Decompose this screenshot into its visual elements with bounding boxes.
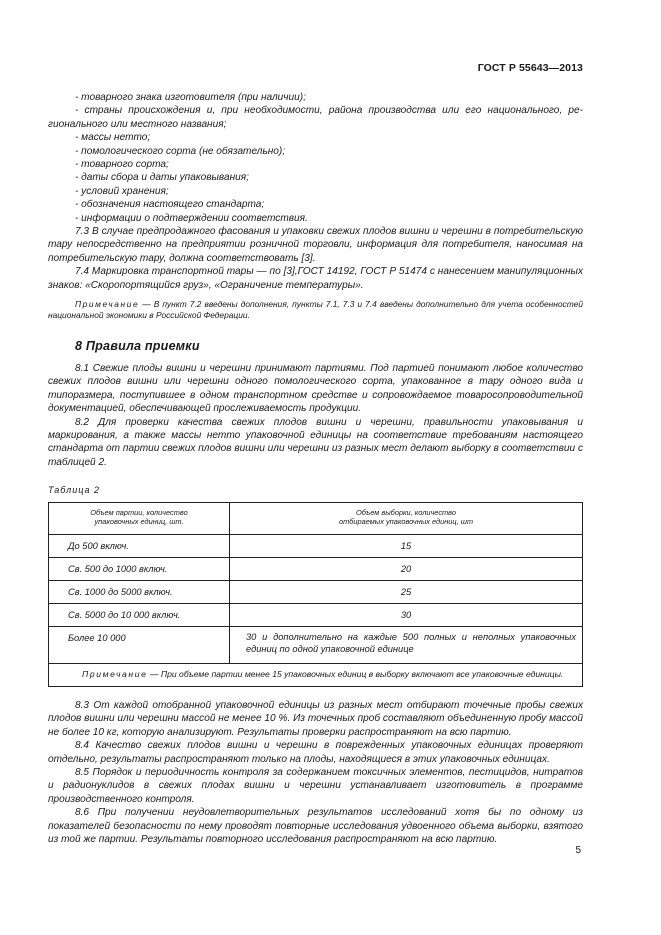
standard-id-header: ГОСТ Р 55643—2013 [477,62,583,74]
table-note-row [49,663,583,686]
lot-size-cell: Более 10 000 [49,626,230,663]
list-item: - массы нетто; [75,132,151,144]
note-label: Примечание [75,299,140,310]
list-item: - страны происхождения и, при необходимости, района производства или его национального, регионального или местного названия; [48,105,583,130]
sample-size-cell: 30 [230,603,583,626]
sample-size-cell: 15 [230,534,583,557]
list-item: - информации о подтверждении соответствия. [75,212,308,224]
paragraph-8-5: 8.5 Порядок и периодичность контроля за содержанием токсичных элементов, пестицидов, нитратов и радионуклидов в свежих плодах вишни и черешни устанавливает изготовитель в программе производственного контроля. [48,766,583,805]
document-body [48,91,583,846]
header-line: Объем партии, количество [90,507,188,517]
table-header-row [49,502,583,534]
table-row [49,534,583,557]
list-item: - товарного знака изготовителя (при наличии); [75,92,306,103]
sample-size-cell: 20 [230,557,583,580]
table-header-lot [49,502,230,534]
section-8-title: 8 Правила приемки [75,338,200,353]
lot-size-cell: До 500 включ. [49,534,230,557]
marking-list [48,91,583,225]
list-item: - обозначения настоящего стандарта; [75,199,265,211]
table-header-sample [230,502,583,534]
page-number: 5 [575,845,581,856]
table-note-text: — При объеме партии менее 15 упаковочных единиц в выборку включают все упаковочные единицы. [147,668,564,679]
table-row [49,557,583,580]
table-note [49,663,583,686]
paragraph-8-1: 8.1 Свежие плоды вишни и черешни принимают партиями. Под партией понимают любое количество свежих плодов вишни или черешни одного помологического сорта, упакованное в тару одного вида и типоразмера, поступившее в одном транспортном средстве и сопровождаемое товаросопроводительной документацией, обеспечивающей прослеживаемость продукции. [48,362,583,415]
paragraph-8-4: 8.4 Качество свежих плодов вишни и черешни в поврежденных упаковочных единицах проверяют отдельно, результаты распространяют только на плоды, находящиеся в этих упаковочных единицах. [48,740,583,765]
lot-size-cell: Св. 500 до 1000 включ. [49,557,230,580]
post-table-section [48,699,583,846]
list-item: - товарного сорта; [75,159,169,171]
paragraph-8-3: 8.3 От каждой отобранной упаковочной единицы из разных мест отбирают точечные пробы свежих плодов вишни или черешни массой не менее 10 %. Из точечных проб составляют объединенную пробу массой не более 10 кг, которую анализируют. Результаты проверки распространяют на всю партию. [48,699,583,738]
table-row [49,580,583,603]
sample-size-table [48,502,583,687]
list-item: - помологического сорта (не обязательно); [75,145,286,157]
paragraph-7-4: 7.4 Маркировка транспортной тары — по [3],ГОСТ 14192, ГОСТ Р 51474 с нанесением манипуляционных знаков: «Скоропортящийся груз», «Ограничение температуры». [48,266,583,291]
lot-size-cell: Св. 5000 до 10 000 включ. [49,603,230,626]
table-row [49,626,583,663]
sample-size-cell: 30 и дополнительно на каждые 500 полных и неполных упаковочных единиц по одной упаковочной единице [230,626,583,663]
lot-size-cell: Св. 1000 до 5000 включ. [49,580,230,603]
note-section-7 [48,299,583,321]
header-line: отбираемых упаковочных единиц, шт [338,517,474,527]
table-row [49,603,583,626]
paragraph-8-6: 8.6 При получении неудовлетворительных результатов исследований хотя бы по одному из показателей безопасности по нему проводят повторные исследования удвоенного объема выборки, взятого из той же партии. Результаты повторного исследования распространяют на всю партию. [48,807,583,846]
paragraph-8-2: 8.2 Для проверки качества свежих плодов вишни и черешни, правильности упаковывания и маркирования, а также массы нетто упаковочной единицы на соответствие требованиям настоящего стандарта от партии свежих плодов вишни или черешни из разных мест делают выборку в соответствии с таблицей 2. [48,416,583,468]
header-line: упаковочных единиц, шт. [94,517,184,527]
list-item: - условий хранения; [75,185,169,197]
list-item: - даты сбора и даты упаковывания; [75,172,249,184]
sample-size-cell: 25 [230,580,583,603]
table-note-label: Примечание [82,668,148,679]
header-line: Объем выборки, количество [355,507,456,517]
paragraph-7-3: 7.3 В случае предпродажного фасования и упаковки свежих плодов вишни и черешни в потребительскую тару непосредственно на предприятии розничной торговли, информация для потребителя, наносимая на потребительскую тару, должна соответствовать [3]. [48,226,583,264]
note-text: — В пункт 7.2 введены дополнения, пункты 7.1, 7.3 и 7.4 введены дополнительно для учета особенностей национальной экономики в Российской Федерации. [48,299,583,321]
table-caption: Таблица 2 [48,485,101,496]
